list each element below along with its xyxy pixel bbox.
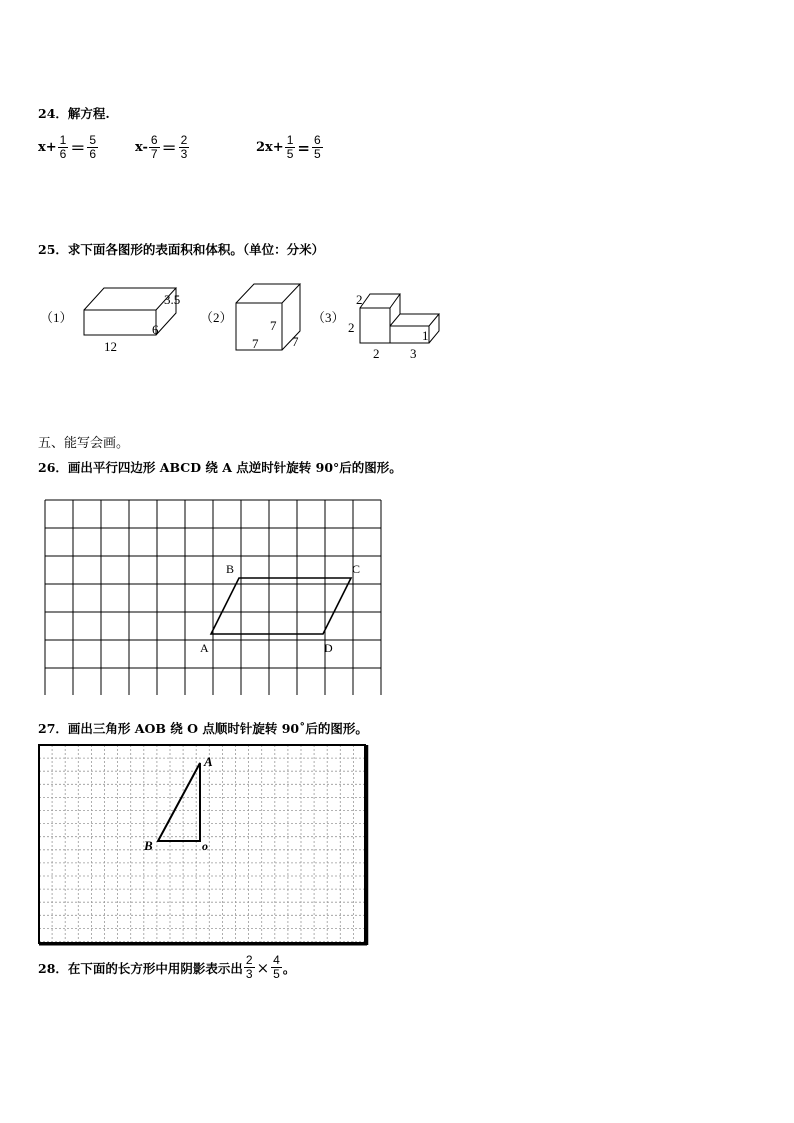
eq1-lhs: x+ — [38, 140, 57, 155]
eq3-fraction-b: $\frac{6}{5}$ — [313, 133, 321, 161]
point-a-label: A — [204, 754, 213, 769]
fig1-length-label: 12 — [104, 339, 117, 354]
q28-fraction-a: $\frac{2}{3}$ — [245, 953, 253, 981]
fig1-cuboid — [80, 282, 195, 354]
eq2-fraction-b: $\frac{2}{3}$ — [180, 133, 188, 161]
q27-grid-figure — [36, 742, 372, 948]
fig3-top-label: 2 — [356, 292, 363, 307]
fig1-height-label: 3.5 — [164, 292, 181, 307]
eq3-lhs: 2x+ — [256, 140, 284, 155]
q28-times: × — [256, 958, 270, 977]
q24-equation-2 — [135, 134, 190, 161]
eq2-fraction-a: $\frac{6}{7}$ — [150, 133, 158, 161]
eq3-equals: = — [297, 138, 310, 157]
q28-suffix: 。 — [282, 960, 296, 976]
eq1-equals: ＝ — [70, 139, 86, 157]
fig1-tag: （1） — [40, 310, 73, 325]
fig3-tag: （3） — [312, 310, 345, 325]
fig2-bottom-label: 7 — [252, 336, 259, 351]
q26-title: 26．画出平行四边形 ABCD 绕 A 点逆时针旋转 90°后的图形。 — [38, 460, 402, 475]
triangle-aob — [158, 763, 200, 841]
fig3-right-label: 1 — [422, 328, 429, 343]
point-o-label: o — [202, 839, 208, 853]
parallelogram-abcd — [211, 578, 351, 634]
eq3-fraction-a: $\frac{1}{5}$ — [286, 133, 294, 161]
q24-equation-3 — [256, 134, 324, 161]
fig1-depth-label: 6 — [152, 322, 159, 337]
q28-title — [38, 954, 295, 981]
point-b-label: B — [144, 838, 153, 853]
q24-title: 24．解方程. — [38, 106, 110, 121]
fig3-bottom-right-label: 3 — [410, 346, 417, 361]
eq2-equals: ＝ — [161, 139, 177, 157]
section-5-title: 五、能写会画。 — [38, 436, 130, 451]
q27-title: 27．画出三角形 AOB 绕 O 点顺时针旋转 90˚后的图形。 — [38, 721, 368, 736]
fig3-left-label: 2 — [348, 320, 355, 335]
eq1-fraction-a: $\frac{1}{6}$ — [59, 133, 67, 161]
eq2-lhs: x- — [135, 140, 148, 155]
point-a-label: A — [200, 641, 209, 655]
point-d-label: D — [324, 641, 333, 655]
fig3-composite-solid — [344, 286, 444, 362]
fig2-cube — [232, 280, 312, 355]
q28-fraction-b: $\frac{4}{5}$ — [273, 953, 280, 981]
q25-title: 25．求下面各图形的表面积和体积。（单位：分米） — [38, 242, 325, 257]
fig2-front-label: 7 — [270, 318, 277, 333]
point-b-label: B — [226, 562, 235, 576]
fig3-bottom-left-label: 2 — [373, 346, 380, 361]
eq1-fraction-b: $\frac{5}{6}$ — [89, 133, 97, 161]
q28-prefix: 28．在下面的长方形中用阴影表示出 — [38, 960, 243, 976]
q26-grid-figure — [40, 495, 385, 695]
point-c-label: C — [352, 562, 361, 576]
q24-equation-1 — [38, 134, 99, 161]
q26-grid — [45, 500, 381, 695]
fig2-tag: （2） — [200, 310, 233, 325]
fig2-side-label: 7 — [292, 334, 299, 349]
